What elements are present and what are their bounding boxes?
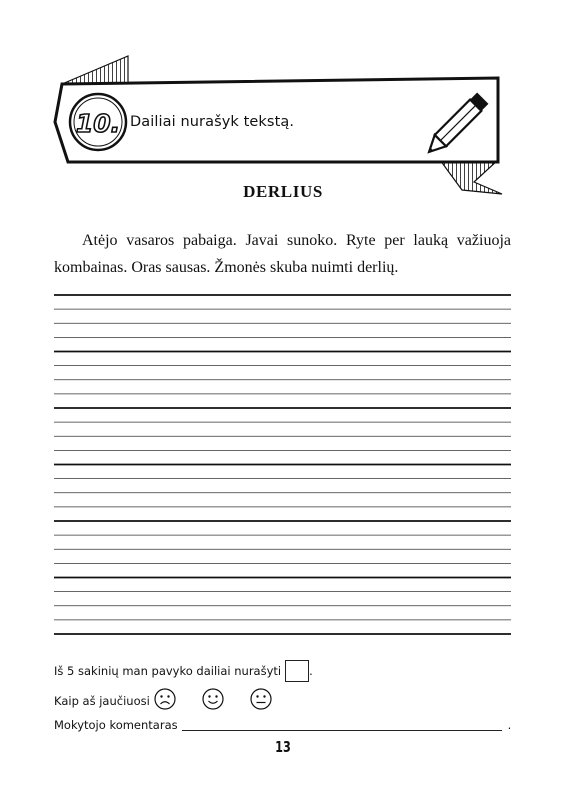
passage-text: Atėjo vasaros pabaiga. Javai sunoko. Ryte per lauką važiuoja kombainas. Oras sausas. Žmonės skuba nuimti derlių. — [54, 232, 511, 276]
comment-line[interactable] — [182, 719, 502, 731]
score-row: Iš 5 sakinių man pavyko dailiai nurašyti . — [54, 660, 313, 682]
feeling-label: Kaip aš jaučiuosi — [54, 693, 150, 708]
task-instruction: Dailiai nurašyk tekstą. — [130, 114, 295, 130]
comment-row: Mokytojo komentaras . — [54, 718, 512, 732]
page-number: 13 — [275, 738, 291, 756]
score-label: Iš 5 sakinių man pavyko dailiai nurašyti — [54, 664, 282, 678]
passage-title: DERLIUS — [243, 182, 323, 201]
happy-face-icon[interactable] — [202, 688, 224, 713]
comment-label: Mokytojo komentaras — [54, 718, 178, 732]
feeling-row — [54, 688, 272, 713]
task-number: 10. — [75, 109, 121, 138]
sad-face-icon[interactable] — [154, 688, 176, 713]
neutral-face-icon[interactable] — [250, 688, 272, 713]
score-box[interactable] — [285, 660, 309, 682]
